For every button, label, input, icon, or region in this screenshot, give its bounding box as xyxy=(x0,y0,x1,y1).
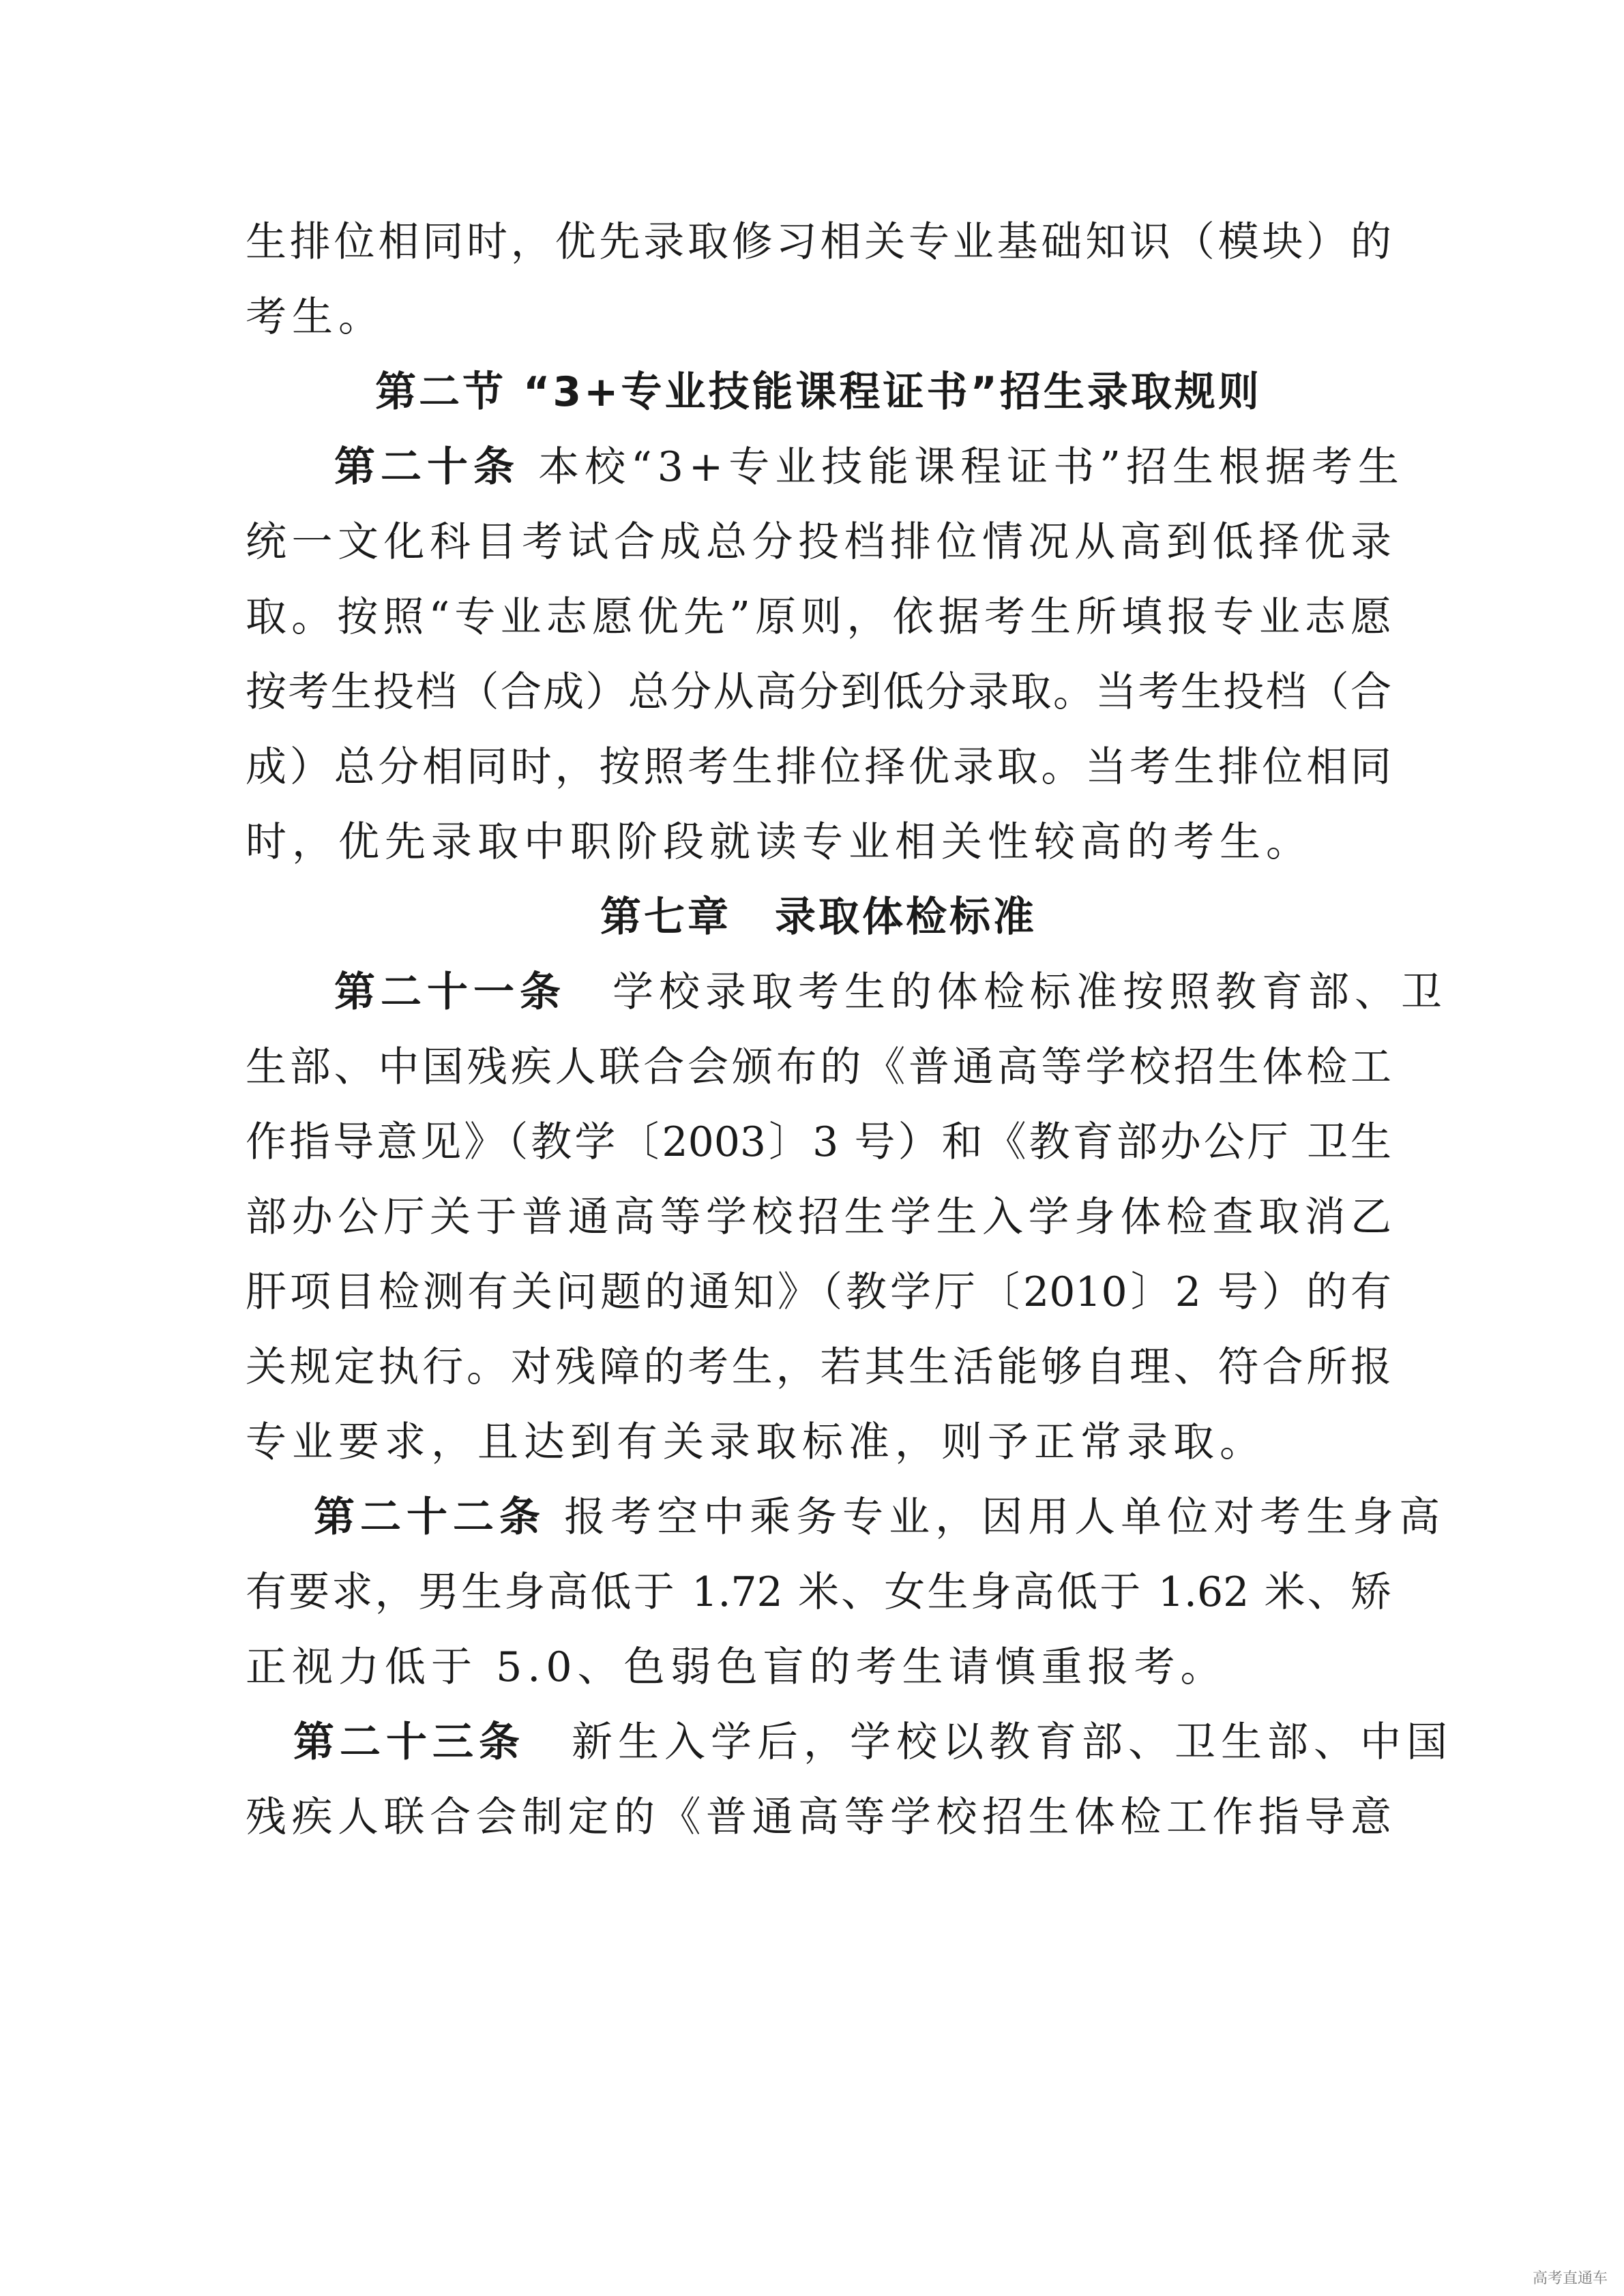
paragraph-line: 有要求，男生身高低于 1.72 米、女生身高低于 1.62 米、矫 xyxy=(246,1568,1391,1616)
paragraph-line: 统一文化科目考试合成总分投档排位情况从高到低择优录 xyxy=(246,518,1391,566)
paragraph-line: 作指导意见》（教学〔2003〕3 号）和《教育部办公厅 卫生 xyxy=(246,1118,1391,1166)
article-20-text: 本校“3+专业技能课程证书”招生根据考生 xyxy=(520,443,1404,491)
article-23-text: 新生入学后，学校以教育部、卫生部、中国 xyxy=(525,1718,1453,1766)
article-22-text: 报考空中乘务专业，因用人单位对考生身高 xyxy=(546,1493,1446,1541)
paragraph-line: 成）总分相同时，按照考生排位择优录取。当考生排位相同 xyxy=(246,743,1391,791)
paragraph-line: 生部、中国残疾人联合会颁布的《普通高等学校招生体检工 xyxy=(246,1043,1391,1091)
article-21-text: 学校录取考生的体检标准按照教育部、卫 xyxy=(566,968,1447,1016)
paragraph-line: 时，优先录取中职阶段就读专业相关性较高的考生。 xyxy=(246,818,1312,866)
article-22-first-line xyxy=(314,1480,1446,1555)
paragraph-line: 肝项目检测有关问题的通知》（教学厅〔2010〕2 号）的有 xyxy=(246,1268,1391,1316)
article-20-label: 第二十条 xyxy=(334,443,520,491)
article-21-first-line xyxy=(334,955,1447,1030)
article-23-first-line xyxy=(293,1705,1453,1780)
paragraph-line: 生排位相同时，优先录取修习相关专业基础知识（模块）的 xyxy=(246,218,1391,266)
paragraph-line: 正视力低于 5.0、色弱色盲的考生请慎重报考。 xyxy=(246,1643,1227,1691)
paragraph-line: 考生。 xyxy=(246,293,385,341)
article-23-label: 第二十三条 xyxy=(293,1718,525,1766)
paragraph-line: 专业要求，且达到有关录取标准，则予正常录取。 xyxy=(246,1418,1266,1466)
section-heading: 第二节 “3+专业技能课程证书”招生录取规则 xyxy=(375,368,1262,416)
paragraph-line: 残疾人联合会制定的《普通高等学校招生体检工作指导意 xyxy=(246,1793,1391,1841)
paragraph-line: 关规定执行。对残障的考生，若其生活能够自理、符合所报 xyxy=(246,1343,1391,1391)
watermark: 高考直通车 xyxy=(1532,2270,1608,2287)
paragraph-line: 取。按照“专业志愿优先”原则，依据考生所填报专业志愿 xyxy=(246,593,1391,641)
paragraph-line: 按考生投档（合成）总分从高分到低分录取。当考生投档（合 xyxy=(246,668,1391,716)
paragraph-line: 部办公厅关于普通高等学校招生学生入学身体检查取消乙 xyxy=(246,1193,1391,1241)
article-21-label: 第二十一条 xyxy=(334,968,566,1016)
article-22-label: 第二十二条 xyxy=(314,1493,546,1541)
chapter-heading: 第七章 录取体检标准 xyxy=(600,893,1037,941)
article-20-first-line xyxy=(334,430,1404,505)
